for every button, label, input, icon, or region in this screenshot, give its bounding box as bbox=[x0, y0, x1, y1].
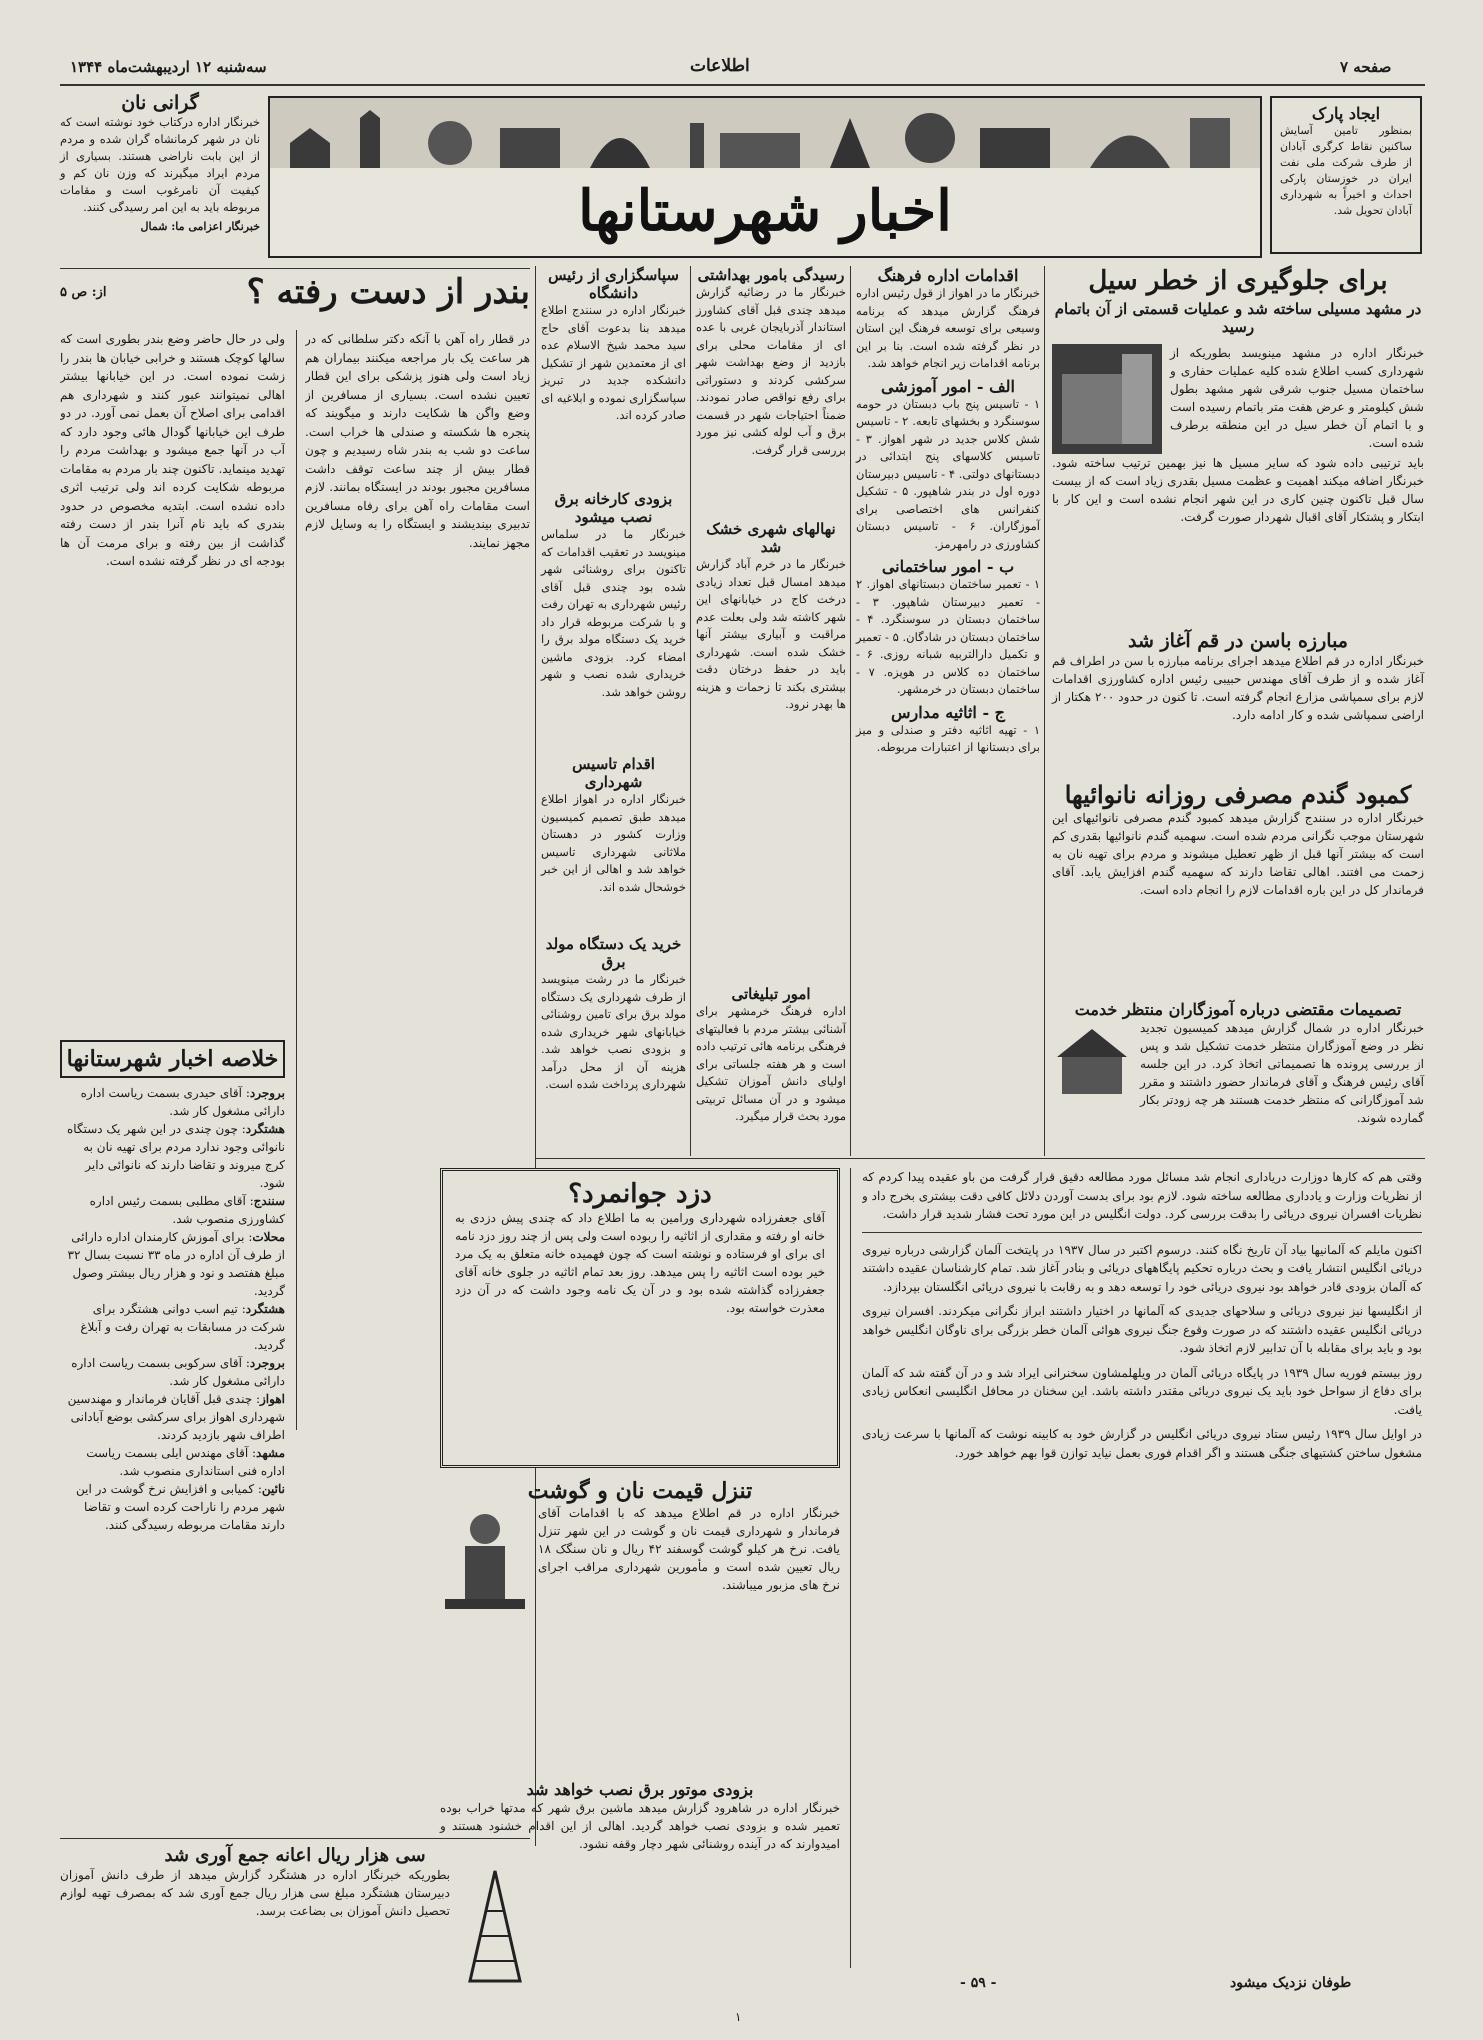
education-section-c-body: ۱ - تهیه اثاثیه دفتر و صندلی و میز برای دبستانها از اعتبارات مربوطه. bbox=[856, 722, 1040, 754]
promo-article bbox=[696, 985, 846, 1126]
flood-body-1: خبرنگار اداره در مشهد مینویسد بطوریکه از شهرداری کسب اطلاع شده کلیه عملیات حفاری و ساختمان مسیل جنوب شرقی شهر مشهد بطول شش کیلومتر و عرض هفت متر باتمام رسیده است و با اتمام آن خطر سیل در این منطقه برطرف شده است. bbox=[1170, 346, 1424, 450]
bandar-title: بندر از دست رفته ؟ bbox=[246, 272, 530, 312]
bread-title: گرانی نان bbox=[121, 92, 199, 114]
storm-paragraph: روز بیستم فوریه سال ۱۹۳۹ در پایگاه دریائی آلمان در ویلهلمشاون سخنرانی ایراد شد و در آن گفته شد که آلمان برای دفاع از سواحل خود باید یک نیروی دریائی مقتدر داشته باشد. این سخنان در محافل انگلیسی انعکاس زیادی یافت. bbox=[862, 1365, 1422, 1417]
column-rule bbox=[690, 266, 691, 1156]
flood-subtitle: در مشهد مسیلی ساخته شد و عملیات قسمتی از آن باتمام رسید bbox=[1054, 300, 1422, 336]
university-body: خبرنگار اداره در سنندج اطلاع میدهد بنا بدعوت آقای حاج سید محمد شیخ الاسلام عده ای از معتمدین شهر از تشکیل دانشکده جدید در تبریز سپاسگزاری نموده و ابلاغیه ای صادر کرده اند. bbox=[541, 303, 686, 422]
trees-body: خبرنگار ما در خرم آباد گزارش میدهد امسال قبل تعداد زیادی درخت کاج در خیابانهای این شهر کاشته شد ولی بعلت عدم مراقبت و آبیاری بیشتر آنها خشک شده است. شهرداری باید در حفظ درختان دقت بیشتری بکند تا زحمات و هزینه ها بهدر نرود. bbox=[696, 557, 846, 711]
school-illustration bbox=[1052, 1019, 1132, 1099]
thief-title: دزد جوانمرد؟ bbox=[568, 1179, 712, 1209]
storm-paragraph: از انگلیسها نیز نیروی دریائی و سلاحهای جدیدی که آلمانها در اختیار داشتند ابراز نگرانی میکردند. افسران نیروی دریائی انگلیس عقیده داشتند که در صورت وقوع جنگ نیروی هوائی آلمان خطر بزرگی برای ناوگان انگلیس خواهد بود و باید برای مقابله با آن تدابیر لازم اتخاذ شود. bbox=[862, 1304, 1422, 1355]
storm-paragraph: در اوایل سال ۱۹۳۹ رئیس ستاد نیروی دریائی انگلیس در گزارش خود به کابینه نوشت که آلمانها با سرعت زیادی مشغول ساختن کشتیهای جنگی هستند و اگر اقدام فوری بعمل نیاید توازن قوا بهم خواهد خورد. bbox=[862, 1427, 1422, 1460]
rule bbox=[862, 1232, 1422, 1233]
thief-body: آقای جعفرزاده شهرداری ورامین به ما اطلاع داد که چندی پیش دزدی به خانه او رفته و مقداری از اثاثیه را ربوده است ولی پس از چند روز دزد نامه ای برای او فرستاده و نوشته است که چون فهمیده خانه متعلق به یک مرد خیر بوده است اثاثیه را پس میدهد. روز بعد تمام اثاثیه در جلوی خانه آقای جعفرزاده گذاشته شده بود و در آن یک نامه وجود داشت که در آن دزد معذرت خواسته بود. bbox=[455, 1211, 825, 1315]
meat-price-article bbox=[440, 1478, 840, 1614]
flood-photo bbox=[1052, 344, 1162, 454]
summary-item: بروجرد: آقای سرکوبی بسمت ریاست اداره دارائی مشغول کار شد. bbox=[71, 1356, 285, 1388]
health-body: خبرنگار ما در رضائیه گزارش میدهد چندی قبل آقای کشاورز استاندار آذربایجان غربی با عده ای از مقامات محلی برای بازدید از وضع بهداشت شهر سرکشی کردند و دستوراتی برای رفع نواقص صادر نمودند. ضمناً احتیاجات شهر در قسمت برق و آب لوله کشی نیز مورد بررسی قرار گرفت. bbox=[696, 285, 846, 457]
column-rule bbox=[296, 330, 297, 1430]
summary-item: محلات: برای آموزش کارمندان اداره دارائی از طرف آن اداره در ماه ۳۳ نسبت بسال ۳۲ مبلغ هفتصد و نود و هزار ریال بیشتر وصول گردید. bbox=[67, 1230, 285, 1298]
serial-number: - ۵۹ - bbox=[960, 1975, 997, 1991]
masthead-name: اطلاعات bbox=[690, 56, 750, 76]
flood-article bbox=[1052, 266, 1424, 526]
storm-serial bbox=[862, 1168, 1422, 1968]
issue-date: سه‌شنبه ۱۲ اردیبهشت‌ماه ۱۳۴۴ bbox=[70, 58, 267, 76]
side-box-body: بمنظور تامین آسایش ساکنین نقاط کرگری آبادان از طرف شرکت ملی نفت ایران در خوزستان پارکی احداث و اخیراً به شهرداری آبادان تحویل شد. bbox=[1280, 124, 1412, 217]
municipality-body: خبرنگار اداره در اهواز اطلاع میدهد طبق تصمیم کمیسیون وزارت کشور در دهستان ملاثانی شهرداری تاسیس خواهد شد و اهالی از این خبر خوشحال شده اند. bbox=[541, 792, 686, 894]
bandar-body: ولی در حال حاضر وضع بندر بطوری است که سالها کوچک هستند و خرابی خیابان ها بندر را زشت نموده است. در این خیابانها بیشتر اهالی نمیتوانند عبور کنند و شهرداری هم اقدامی برای اصلاح آن بعمل نمی آورد. در دو طرف این خیابانها گودال هائی وجود دارد که آب در آنها جمع میشود و بهداشت مردم را تهدید مینماید. تاکنون چند بار مردم به مقامات مربوطه شکایت کرده اند ولی ترتیب اثری داده نشده است. ابتدیه مخصوص در حدود بندری که باید نام آنرا بندر از دست رفته گذاشت از بین رفته و برای مرمت آن ها بودجه ای در نظر گرفته نشده است. bbox=[60, 332, 285, 568]
trees-article bbox=[696, 520, 846, 714]
teachers-article bbox=[1052, 1000, 1424, 1127]
donation-article bbox=[60, 1845, 530, 1986]
education-section-b: ب - امور ساختمانی bbox=[881, 557, 1015, 576]
summary-item: هشتگرد: تیم اسب دوانی هشتگرد برای شرکت در مسابقات به تهران رفت و آبلاغ گردید. bbox=[80, 1302, 285, 1352]
summary-title: خلاصه اخبار شهرستانها bbox=[60, 1040, 285, 1078]
health-article bbox=[696, 266, 846, 459]
wheat-title: کمبود گندم مصرفی روزانه نانوائیها bbox=[1064, 780, 1412, 809]
side-box-title: ایجاد پارک bbox=[1311, 104, 1381, 123]
header-rule bbox=[60, 84, 1425, 86]
summary-item: سنندج: آقای مطلبی بسمت رئیس اداره کشاورزی منصوب شد. bbox=[89, 1194, 285, 1226]
thief-article bbox=[440, 1168, 840, 1468]
flood-body-2: باید ترتیبی داده شود که سایر مسیل ها نیز بهمین ترتیب ساخته شود. خبرنگار اضافه میکند اهمیت و عظمت مسیل بقدری زیاد است که از بیست سال قبل تاکنون چنین کاری در این شهر انجام نشده است و این کار با ابتکار و پشتکار آقای اقبال شهردار صورت گرفت. bbox=[1052, 456, 1424, 524]
bandar-article bbox=[60, 272, 530, 312]
municipality-article bbox=[541, 755, 686, 896]
bread-signature: خبرنگار اعزامی ما: شمال bbox=[140, 220, 260, 233]
pest-body: خبرنگار اداره در قم اطلاع میدهد اجرای برنامه مبارزه با سن در اطراف قم آغاز شده و از طرف آقای مهندس حبیبی رئیس اداره کشاورزی اقدامات لازم برای سمپاشی مزارع انجام گرفته است. تا کنون در حدود ۲۰۰ هکتار از اراضی سمپاشی شده و کار ادامه دارد. bbox=[1052, 654, 1424, 722]
municipality-title: اقدام تاسیس شهرداری bbox=[572, 755, 655, 791]
power-plant-title: بزودی کارخانه برق نصب میشود bbox=[554, 490, 673, 526]
oil-derrick-illustration bbox=[460, 1866, 530, 1986]
wheat-article bbox=[1052, 780, 1424, 899]
education-section-a-body: ۱ - تاسیس پنج باب دبستان در حومه سوسنگرد و بخشهای تابعه. ۲ - تاسیس شش کلاس جدید در شهر اهواز. ۳ - تاسیس کلاسهای پنج ابتدائی در دبستانهای دولتی. ۴ - تاسیس دبیرستان دوره اول در بندر شاهپور. ۵ - تشکیل کنفرانس های اختصاصی برای آموزگاران. ۶ - تاسیس دبستان کشاورزی در رامهرمز. bbox=[856, 396, 1040, 551]
generator-title: خرید یک دستگاه مولد برق bbox=[545, 935, 682, 971]
bandar-from: از: ص ۵ bbox=[60, 284, 107, 300]
motor-article bbox=[440, 1780, 840, 1853]
baker-illustration bbox=[440, 1504, 530, 1614]
promo-title: امور تبلیغاتی bbox=[731, 985, 811, 1003]
wheat-body: خبرنگار اداره در سنندج گزارش میدهد کمبود گندم مصرفی نانوائیهای این شهرستان موجب نگرانی مردم شده است. سهمیه گندم نانوائیها بقدری کم است که بیشتر آنها قبل از ظهر تعطیل میشوند و مردم برای تهیه نان به زحمت می افتند. اهالی تقاضا دارند که سهمیه گندم افزایش یابد. آقای فرماندار کل در این باره اقدامات لازم را انجام داده است. bbox=[1052, 811, 1424, 897]
donation-title: سی هزار ریال اعانه جمع آوری شد bbox=[164, 1845, 426, 1866]
power-plant-article bbox=[541, 490, 686, 701]
education-section-c: ج - اثاثیه مدارس bbox=[891, 702, 1005, 722]
summary-item: نائین: کمیابی و افزایش نرخ گوشت در این شهر مردم را ناراحت کرده است و تقاضا دارند مقامات مربوطه رسیدگی کنند. bbox=[76, 1482, 285, 1532]
summary-item: مشهد: آقای مهندس ایلی بسمت ریاست اداره فنی استانداری منصوب شد. bbox=[86, 1446, 285, 1478]
education-section-b-body: ۱ - تعمیر ساختمان دبستانهای اهواز. ۲ - تعمیر دبیرستان شاهپور. ۳ - ساختمان دبستان در سوسنگرد. ۴ - ساختمان دبستان در شادگان. ۵ - تعمیر و تکمیل دارالتربیه شبانه روزی. ۶ - ساختمان ده کلاس در هویزه. ۷ - ساختمان دبستان در خرمشهر. bbox=[856, 577, 1040, 696]
storm-signature: طوفان نزدیک میشود bbox=[1230, 1975, 1352, 1991]
pest-article bbox=[1052, 630, 1424, 724]
summary-item: هشتگرد: چون چندی در این شهر یک دستگاه نانوائی وجود ندارد مردم برای تهیه نان به کرج میروند و تقاضا دارند که نانوائی دایر شود. bbox=[67, 1122, 285, 1190]
summary-item: بروجرد: آقای حیدری بسمت ریاست اداره دارائی مشغول کار شد. bbox=[80, 1086, 285, 1118]
rule bbox=[535, 1158, 1425, 1159]
education-section-a: الف - امور آموزشی bbox=[881, 376, 1015, 396]
storm-paragraph: اکنون مایلم که آلمانیها بیاد آن تاریخ نگاه کنند. درسوم اکتبر در سال ۱۹۳۷ در پایتخت آلمان گزارشی درباره نیروی دریائی انگلیس انتشار یافت و بحث درباره تحکیم پایگاههای دریائی و بنادر آغاز شد. تمام کارشناسان عقیده داشتند که آلمان بزودی قادر خواهد بود نیروی دریائی خود را توسعه دهد و به رقابت با نیروی دریائی انگلستان بپردازد. bbox=[862, 1242, 1422, 1294]
column-rule bbox=[850, 1168, 851, 1968]
rule bbox=[60, 268, 530, 269]
bread-price-article bbox=[60, 92, 260, 233]
column-rule bbox=[850, 266, 851, 1156]
education-body: خبرنگار ما در اهواز از قول رئیس اداره فرهنگ گزارش میدهد که برنامه وسیعی برای توسعه فرهنگ این استان در نظر گرفته شده است. بنا بر این برنامه اقدامات زیر انجام خواهد شد. bbox=[856, 286, 1040, 370]
motor-title: بزودی موتور برق نصب خواهد شد bbox=[526, 1780, 754, 1799]
generator-body: خبرنگار ما در رشت مینویسد از طرف شهرداری یک دستگاه مولد برق برای تامین روشنائی خیابانهای شهر خریداری شده و بزودی نصب خواهد شد. هزینه آن از محل درآمد شهرداری پرداخت شده است. bbox=[541, 972, 686, 1091]
bread-body: خبرنگار اداره درکتاب خود نوشته است که نان در شهر کرمانشاه گران شده و مردم از این بابت ناراضی هستند. بسیاری از مردم ایراد میگیرند که وزن نان کم و کیفیت آن نامرغوب است و مقامات مربوطه باید به این امر رسیدگی کنند. bbox=[60, 115, 260, 214]
generator-article bbox=[541, 935, 686, 1094]
storm-paragraph: وقتی هم که کارها دوزارت دریاداری انجام شد مسائل مورد مطالعه دقیق قرار گرفت من باو عقیده پیدا کردم که از نظریات وزارت و یادداری مطالعه ساخته شود. لازم بود برای بدست آوردن دلائل کافی دقت بیشتری بخرج داد و نظریات افسران نیروی دریائی را بدقت بررسی کرد. دولت انگلیس در این مورد تحت فشار شدید قرار داشت. bbox=[862, 1170, 1422, 1221]
section-banner bbox=[268, 96, 1262, 258]
power-plant-body: خبرنگار ما در سلماس مینویسد در تعقیب اقدامات که تاکنون برای روشنائی شهر شده بود چندی قبل آقای رئیس شهرداری به تهران رفت و با شرکت مربوطه قرار داد خرید یک دستگاه مولد برق را امضاء کرد. بزودی ماشین خریداری شده نصب و شهر روشن خواهد شد. bbox=[541, 527, 686, 699]
teachers-title: تصمیمات مقتضی درباره آموزگاران منتظر خدمت bbox=[1074, 1000, 1402, 1019]
motor-body: خبرنگار اداره در شاهرود گزارش میدهد ماشین برق شهر که مدتها خراب بوده تعمیر شده و بزودی نصب خواهد گردید. اهالی از این اقدام خشنود هستند و امیدوارند که در آینده روشنائی شهر دچار وقفه نشود. bbox=[440, 1801, 841, 1851]
promo-body: اداره فرهنگ خرمشهر برای آشنائی بیشتر مردم با فعالیتهای فرهنگی برنامه هائی ترتیب داده است و هر هفته جلساتی برای اولیای دانش آموزان تشکیل میشود و در آن مسائل تربیتی مورد بحث قرار میگیرد. bbox=[696, 1004, 846, 1123]
health-title: رسیدگی بامور بهداشتی bbox=[697, 266, 845, 284]
summary-item: اهواز: چندی قبل آقایان فرماندار و مهندسین شهرداری اهواز برای سرکشی بوضع آبادانی اطراف شهر بازدید کردند. bbox=[67, 1392, 285, 1442]
meat-body: خبرنگار اداره در قم اطلاع میدهد که با اقدامات آقای فرماندار و شهرداری قیمت نان و گوشت در این شهر تنزل یافت. نرخ هر کیلو گوشت گوسفند ۴۲ ریال و نان سنگک ۱۸ ریال تعیین شده است و مأمورین شهرداری مراقب اجرای نرخ های مزبور میباشند. bbox=[538, 1506, 840, 1592]
teachers-body: خبرنگار اداره در شمال گزارش میدهد کمیسیون تجدید نظر در وضع آموزگاران منتظر خدمت تشکیل شد و پس از بررسی پرونده ها تصمیماتی اتخاذ کرد. در این جلسه آقای رئیس فرهنگ و آقای فرماندار حضور داشتند و مقرر شد آموزگارانی که منتظر خدمت هستند هر چه زودتر بکار گمارده شوند. bbox=[1140, 1021, 1424, 1125]
rail-body: در قطار راه آهن با آنکه دکتر سلطانی که در هر ساعت یک بار مراجعه میکنند بیماران هم زیاد است ولی هنوز پزشکی برای این قطار تعیین نشده است. بسیاری از مسافرین از وضع واگن ها شکایت دارند و میگویند که پنجره ها شکسته و صندلی ها خراب است. ساعت دو شب به بندر شاه رسیدیم و چون قطار بیش از چند ساعت توقف داشت مسافرین مجبور بودند در ایستگاه بمانند. لازم است مقامات راه آهن برای رفاه مسافرین تدبیری بیندیشند و ایستگاه را به وسایل لازم مجهز نمایند. bbox=[305, 332, 530, 550]
university-title: سپاسگزاری از رئیس دانشگاه bbox=[548, 266, 679, 302]
trees-title: نهالهای شهری خشک شد bbox=[706, 520, 836, 556]
folio: ۱ bbox=[735, 2010, 742, 2024]
education-title: اقدامات اداره فرهنگ bbox=[877, 266, 1019, 285]
column-rule bbox=[1044, 266, 1045, 1156]
meat-title: تنزل قیمت نان و گوشت bbox=[527, 1478, 753, 1504]
summary-section bbox=[60, 1040, 285, 1534]
banner-title: اخبار شهرستانها bbox=[578, 178, 952, 244]
page-number: صفحه ۷ bbox=[1340, 58, 1392, 76]
donation-body: بطوریکه خبرنگار اداره در هشتگرد گزارش میدهد از طرف دانش آموزان دبیرستان هشتگرد مبلغ سی هزار ریال جمع آوری شد که بمصرف تهیه لوازم تحصیل دانش آموزان بی بضاعت برسد. bbox=[60, 1868, 450, 1918]
university-article bbox=[541, 266, 686, 425]
side-news-box bbox=[1270, 96, 1422, 254]
pest-title: مبارزه باسن در قم آغاز شد bbox=[1128, 630, 1348, 652]
flood-title: برای جلوگیری از خطر سیل bbox=[1088, 266, 1388, 296]
education-article bbox=[856, 266, 1040, 757]
